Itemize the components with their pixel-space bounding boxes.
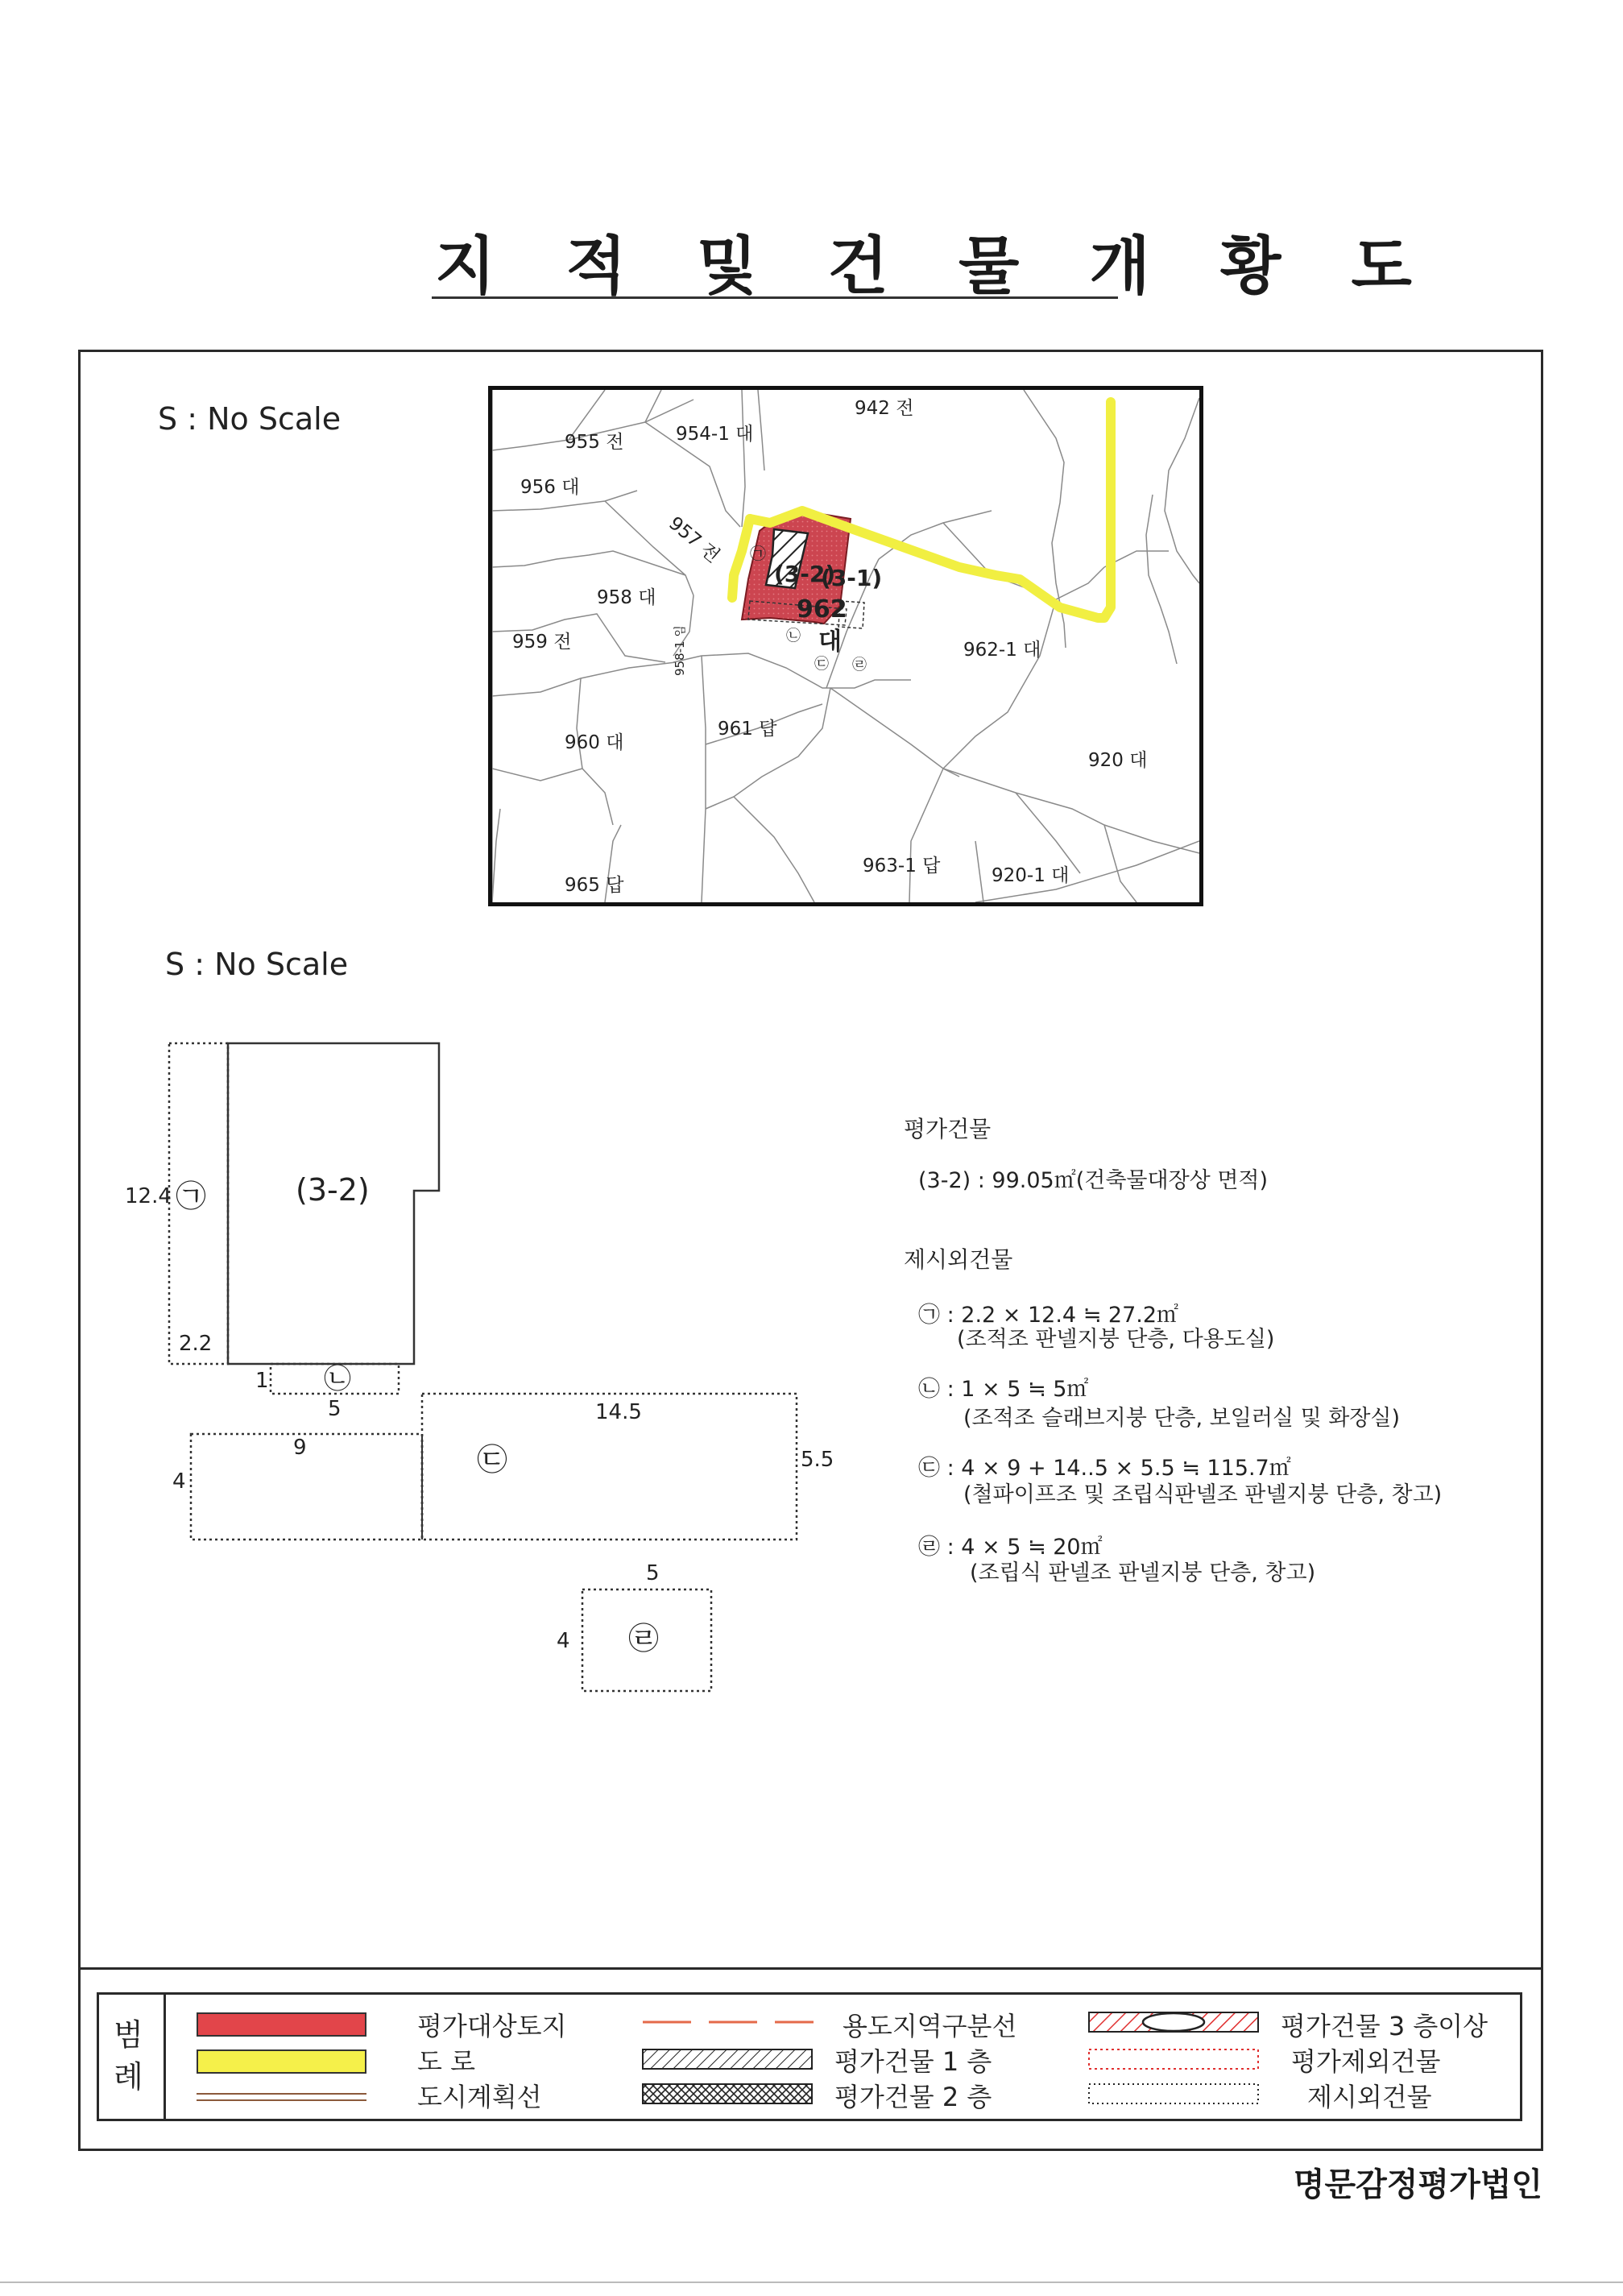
label-962-1: 962-1 대 [963, 640, 1041, 661]
item-b-line2: (조적조 슬래브지붕 단층, 보일러실 및 화장실) [963, 1406, 1401, 1431]
legend-swatch-bldg-2f [643, 2084, 812, 2103]
bottom-rule [0, 2281, 1623, 2283]
sketch-marker-b: ㉡ [324, 1363, 351, 1395]
sketch-labels [125, 1172, 834, 1656]
label-920-1: 920-1 대 [992, 865, 1070, 886]
dim-c-width-right: 14.5 [595, 1400, 642, 1424]
dim-c-height-right: 5.5 [801, 1448, 834, 1472]
label-958: 958 대 [597, 587, 656, 608]
label-962-dae: 대 [818, 628, 842, 656]
item-d-line1: ㉣ : 4 × 5 ≒ 20㎡ [918, 1535, 1103, 1560]
legend-bldg-1f: 평가건물 1 층 [834, 2046, 992, 2077]
dim-a-width: 2.2 [179, 1332, 213, 1356]
label-957: 957 전 [665, 512, 724, 567]
legend-outside-bldg: 제시외건물 [1307, 2082, 1432, 2112]
legend-separator [78, 1967, 1543, 1970]
label-920: 920 대 [1088, 750, 1148, 771]
cadastral-map [488, 386, 1203, 906]
marker-3-1: (3-1) [821, 565, 883, 591]
label-958-1: 958-1 임 [673, 625, 687, 676]
marker-3-2: (3-2) [774, 561, 836, 587]
label-965: 965 답 [565, 875, 624, 896]
sketch-marker-d: ㉣ [628, 1621, 660, 1656]
label-954-1: 954-1 대 [676, 424, 754, 445]
dim-b-width: 5 [328, 1397, 342, 1421]
legend-bldg-2f: 평가건물 2 층 [834, 2082, 992, 2112]
label-962: 962 [797, 595, 847, 624]
sketch-building-label: (3-2) [296, 1172, 370, 1208]
label-955: 955 전 [565, 432, 624, 453]
parcel-boundaries [492, 390, 1199, 902]
scale-label-bottom: S : No Scale [165, 947, 349, 982]
item-d-line2: (조립식 판넬조 판넬지붕 단층, 창고) [970, 1560, 1316, 1585]
label-959: 959 전 [512, 632, 572, 653]
marker-b: ㉡ [786, 628, 801, 644]
excluded-outlines [169, 1043, 797, 1691]
item-c-line1: ㉢ : 4 × 9 + 14..5 × 5.5 ≒ 115.7㎡ [918, 1456, 1291, 1481]
company-name: 명문감정평가법인 [1293, 2166, 1542, 2203]
legend-road: 도 로 [417, 2046, 475, 2077]
item-c-line2: (철파이프조 및 조립식판넬조 판넬지붕 단층, 창고) [963, 1482, 1443, 1507]
scale-label-top: S : No Scale [158, 401, 342, 437]
legend-swatches-col2 [641, 2009, 818, 2114]
dim-d-height: 4 [557, 1629, 570, 1653]
title-underline [432, 296, 1118, 299]
legend-bldg-3f: 평가건물 3 층이상 [1281, 2011, 1488, 2041]
page-title: 지 적 및 건 물 개 황 도 [435, 230, 1436, 303]
dim-d-width: 5 [646, 1561, 660, 1585]
legend-label: 범 례 [114, 2017, 143, 2095]
legend-label-divider [164, 1995, 166, 2119]
legend-swatch-outside-bldg [1089, 2084, 1258, 2103]
label-942: 942 전 [855, 398, 914, 419]
building-sketch [105, 1023, 870, 1716]
marker-d: ㉣ [852, 657, 867, 673]
legend-plan-line: 도시계획선 [417, 2082, 542, 2112]
legend-excluded-bldg: 평가제외건물 [1291, 2046, 1441, 2077]
dim-a-height: 12.4 [125, 1184, 172, 1208]
sketch-marker-a: ㉠ [176, 1179, 207, 1214]
label-956: 956 대 [520, 477, 580, 498]
item-a-line1: ㉠ : 2.2 × 12.4 ≒ 27.2㎡ [918, 1303, 1179, 1328]
legend-swatches-col3 [1087, 2009, 1266, 2114]
item-a-line2: (조적조 판넬지붕 단층, 다용도실) [957, 1327, 1275, 1352]
excluded-building-heading: 제시외건물 [904, 1246, 1013, 1273]
marker-c: ㉢ [814, 656, 829, 673]
label-963-1: 963-1 답 [863, 856, 941, 877]
cadastral-map-svg [492, 390, 1199, 902]
legend-swatch-plan-line [197, 2093, 366, 2101]
eval-building-line: (3-2) : 99.05㎡(건축물대장상 면적) [918, 1168, 1269, 1193]
dim-c-height-left: 4 [172, 1469, 186, 1494]
legend-swatch-subject-land [197, 2012, 366, 2037]
legend-subject-land: 평가대상토지 [417, 2011, 567, 2041]
label-960: 960 대 [565, 732, 624, 753]
marker-a: ㉠ [750, 544, 766, 563]
legend-box [97, 1992, 1522, 2121]
legend-swatch-excluded-bldg [1089, 2049, 1258, 2069]
eval-building-heading: 평가건물 [904, 1116, 992, 1142]
legend-swatch-bldg-1f [643, 2049, 812, 2069]
dim-c-width-left: 9 [293, 1436, 307, 1460]
parcel-labels [512, 398, 1147, 896]
sketch-marker-c: ㉢ [477, 1442, 508, 1477]
label-961: 961 답 [718, 719, 777, 740]
legend-swatch-road [197, 2049, 366, 2074]
legend-zone-line: 용도지역구분선 [843, 2011, 1017, 2041]
dim-b-height: 1 [255, 1369, 269, 1393]
item-b-line1: ㉡ : 1 × 5 ≒ 5㎡ [918, 1377, 1089, 1402]
